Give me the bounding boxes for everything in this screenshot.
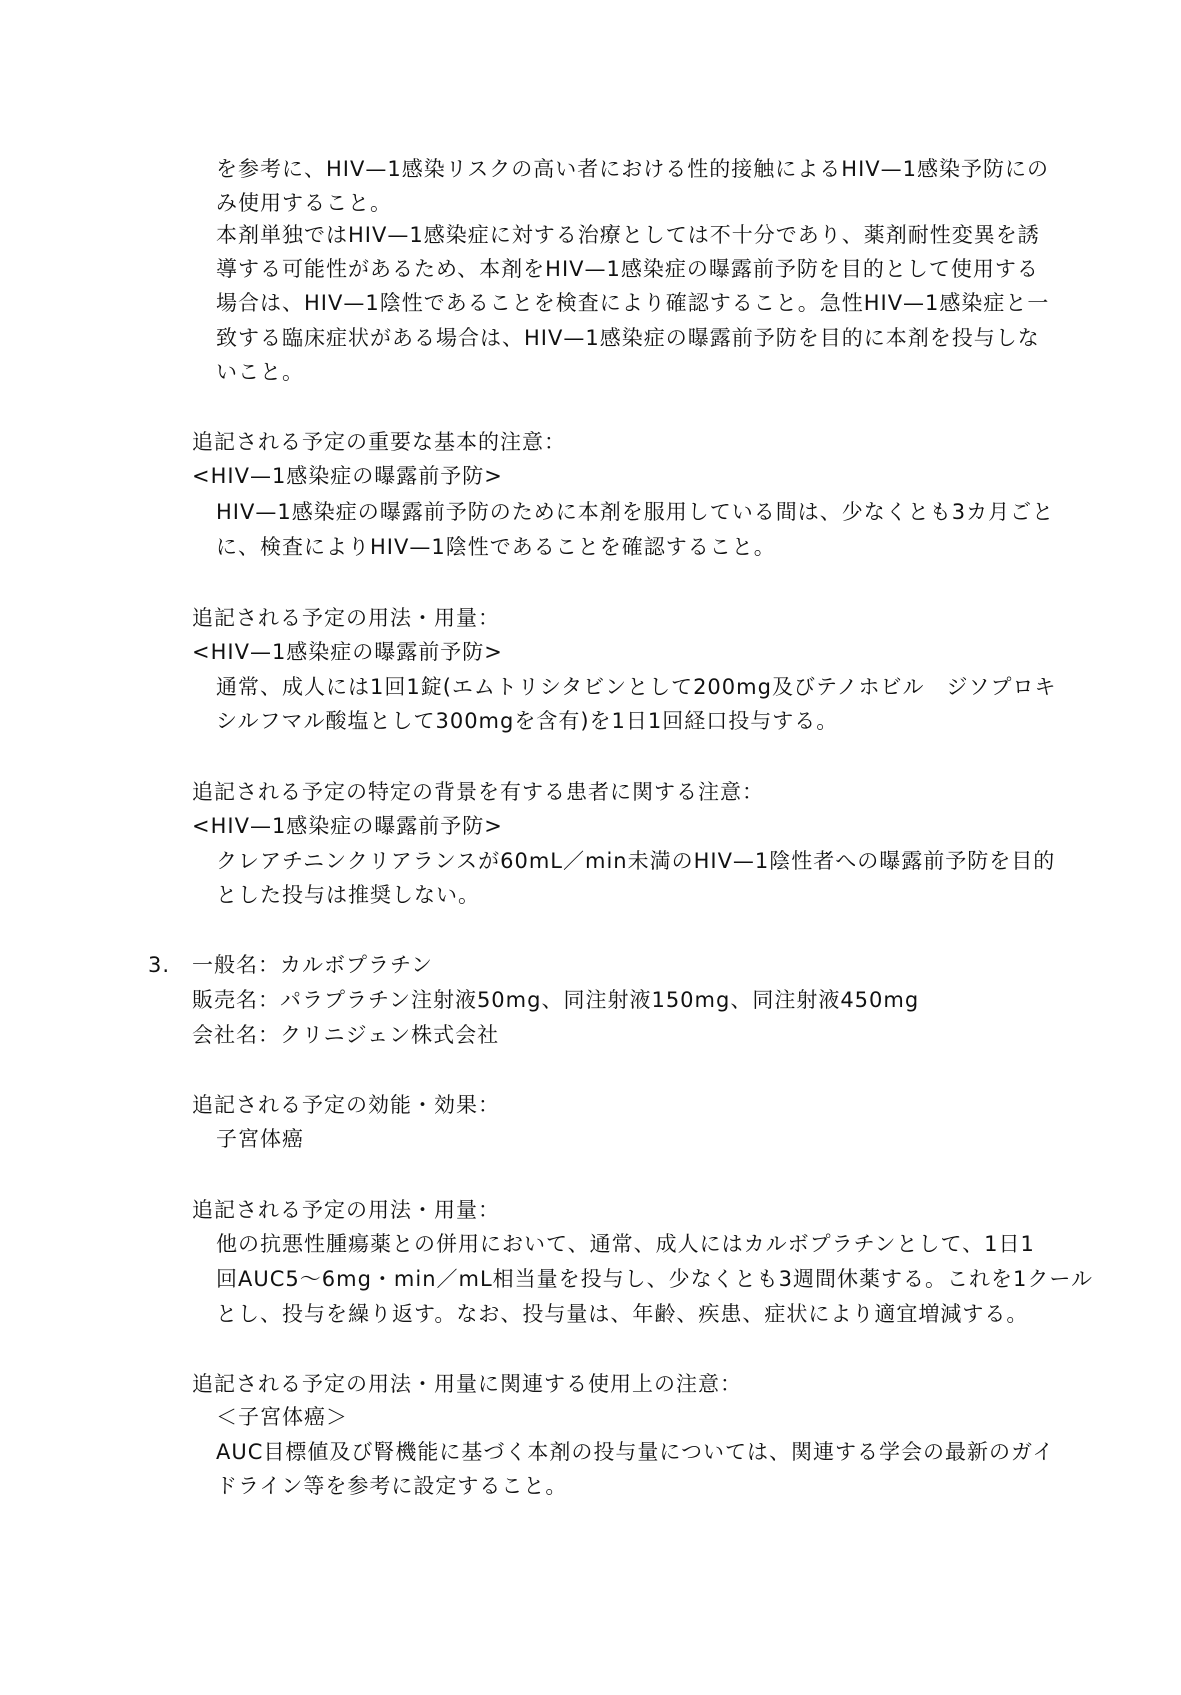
section-heading: 追記される予定の用法・用量に関連する使用上の注意：	[192, 1372, 742, 1396]
body-text-line: クレアチニンクリアランスが60mL／min未満のHIV—1陰性者への曝露前予防を目的	[216, 849, 1056, 873]
body-text-line: 子宮体癌	[216, 1127, 304, 1151]
body-text-line: を参考に、HIV—1感染リスクの高い者における性的接触によるHIV—1感染予防にの	[216, 157, 1049, 181]
section-heading: 追記される予定の効能・効果：	[192, 1093, 500, 1117]
section-heading: 追記される予定の用法・用量：	[192, 1198, 500, 1222]
body-text-line: ドライン等を参考に設定すること。	[216, 1474, 568, 1498]
body-text-line: HIV—1感染症の曝露前予防のために本剤を服用している間は、少なくとも3カ月ごと	[216, 500, 1055, 524]
body-text-line: 場合は、HIV—1陰性であることを検査により確認すること。急性HIV—1感染症と一	[216, 291, 1050, 315]
body-text-line: に、検査によりHIV—1陰性であることを確認すること。	[216, 535, 776, 559]
body-text-line: とし、投与を繰り返す。なお、投与量は、年齢、疾患、症状により適宜増減する。	[216, 1302, 1029, 1326]
section-heading: 追記される予定の重要な基本的注意：	[192, 430, 566, 454]
section-heading: 追記される予定の用法・用量：	[192, 606, 500, 630]
section-subheading: <HIV—1感染症の曝露前予防>	[192, 640, 503, 664]
body-text-line: 致する臨床症状がある場合は、HIV—1感染症の曝露前予防を目的に本剤を投与しな	[216, 326, 1040, 350]
body-text-line: シルフマル酸塩として300mgを含有)を1日1回経口投与する。	[216, 709, 839, 733]
body-text-line: 導する可能性があるため、本剤をHIV—1感染症の曝露前予防を目的として使用する	[216, 257, 1039, 281]
generic-name: 一般名：カルボプラチン	[192, 953, 433, 977]
body-text-line: 他の抗悪性腫瘍薬との併用において、通常、成人にはカルボプラチンとして、1日1	[216, 1232, 1035, 1256]
section-subheading: <HIV—1感染症の曝露前予防>	[192, 464, 503, 488]
body-text-line: 通常、成人には1回1錠(エムトリシタビンとして200mg及びテノホビル ジソプロキ	[216, 675, 1057, 699]
section-heading: 追記される予定の特定の背景を有する患者に関する注意：	[192, 780, 764, 804]
body-text-line: いこと。	[216, 360, 304, 384]
company-name: 会社名：クリニジェン株式会社	[192, 1023, 500, 1047]
body-text-line: とした投与は推奨しない。	[216, 883, 480, 907]
item-number: 3.	[148, 953, 171, 977]
body-text-line: AUC目標値及び腎機能に基づく本剤の投与量については、関連する学会の最新のガイ	[216, 1440, 1055, 1464]
body-text-line: 本剤単独ではHIV—1感染症に対する治療としては不十分であり、薬剤耐性変異を誘	[216, 223, 1040, 247]
brand-name: 販売名：パラプラチン注射液50mg、同注射液150mg、同注射液450mg	[192, 988, 920, 1012]
section-subheading: ＜子宮体癌＞	[216, 1405, 348, 1429]
section-subheading: <HIV—1感染症の曝露前予防>	[192, 814, 503, 838]
body-text-line: 回AUC5～6mg・min／mL相当量を投与し、少なくとも3週間休薬する。これを1クール	[216, 1267, 1093, 1291]
body-text-line: み使用すること。	[216, 191, 392, 215]
